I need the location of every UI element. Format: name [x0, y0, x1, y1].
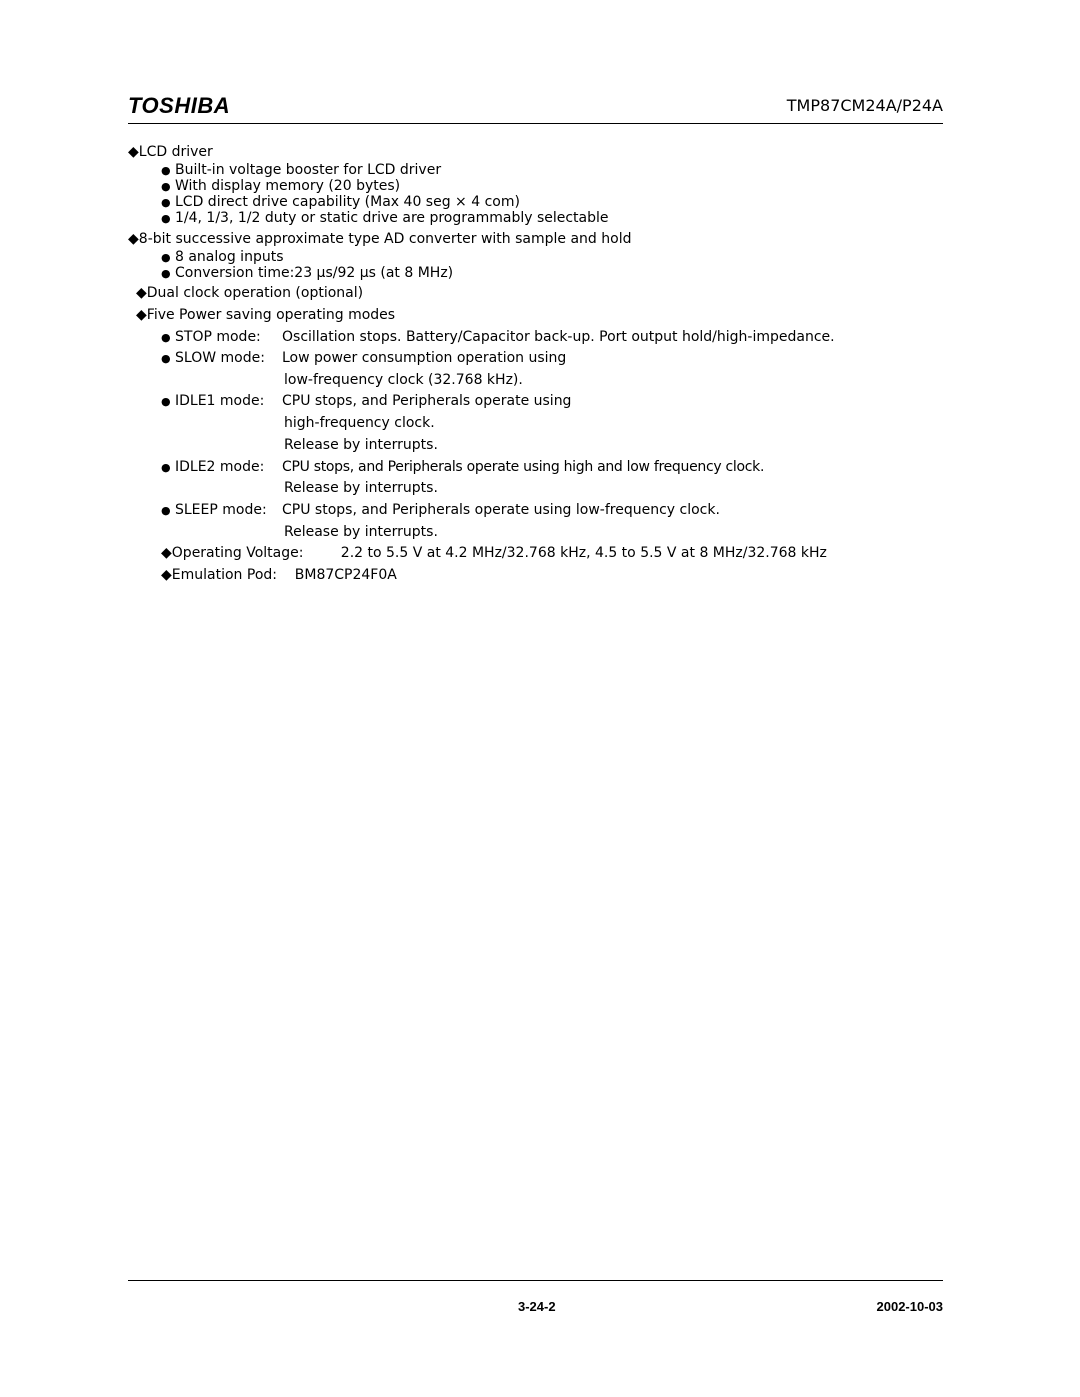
diamond-bullet-icon: ◆ [161, 545, 172, 561]
mode-item-idle1: ● IDLE1 mode: CPU stops, and Peripherals operate using [161, 393, 572, 409]
dot-bullet-icon: ● [161, 352, 171, 365]
adc-heading: ◆8-bit successive approximate type AD converter with sample and hold [128, 231, 632, 247]
mode-item-sleep: ● SLEEP mode: CPU stops, and Peripherals operate using low-frequency clock. [161, 502, 720, 518]
list-item: ● Conversion time:23 μs/92 μs (at 8 MHz) [161, 265, 454, 281]
list-item: ● Built-in voltage booster for LCD driver [161, 162, 442, 178]
part-number: TMP87CM24A/P24A [786, 96, 943, 115]
emulation-pod: ◆Emulation Pod: BM87CP24F0A [161, 567, 397, 583]
mode-line: low-frequency clock (32.768 kHz). [284, 372, 523, 388]
dot-bullet-icon: ● [161, 196, 171, 209]
mode-line: Release by interrupts. [284, 480, 438, 496]
dot-bullet-icon: ● [161, 267, 171, 280]
dot-bullet-icon: ● [161, 331, 171, 344]
dot-bullet-icon: ● [161, 251, 171, 264]
list-item: ● With display memory (20 bytes) [161, 178, 401, 194]
dot-bullet-icon: ● [161, 164, 171, 177]
mode-line: Release by interrupts. [284, 437, 438, 453]
diamond-bullet-icon: ◆ [128, 231, 139, 247]
mode-item-idle2: ● IDLE2 mode: CPU stops, and Peripherals operate using high and low frequency clock. [161, 459, 765, 475]
mode-item-stop: ● STOP mode: Oscillation stops. Battery/Capacitor back-up. Port output hold/high-impedance. [161, 329, 835, 345]
dual-clock-heading: ◆Dual clock operation (optional) [136, 285, 364, 301]
footer-rule [128, 1280, 943, 1281]
header-rule [128, 123, 943, 124]
company-logo: TOSHIBA [128, 93, 231, 118]
diamond-bullet-icon: ◆ [128, 144, 139, 160]
list-item: ● 8 analog inputs [161, 249, 284, 265]
power-saving-heading: ◆Five Power saving operating modes [136, 307, 396, 323]
list-item: ● LCD direct drive capability (Max 40 seg × 4 com) [161, 194, 520, 210]
dot-bullet-icon: ● [161, 395, 171, 408]
mode-item-slow: ● SLOW mode: Low power consumption operation using [161, 350, 567, 366]
page-number: 3-24-2 [518, 1299, 556, 1314]
dot-bullet-icon: ● [161, 212, 171, 225]
document-date: 2002-10-03 [876, 1299, 943, 1314]
dot-bullet-icon: ● [161, 461, 171, 474]
list-item: ● 1/4, 1/3, 1/2 duty or static drive are programmably selectable [161, 210, 609, 226]
mode-line: Release by interrupts. [284, 524, 438, 540]
diamond-bullet-icon: ◆ [136, 307, 147, 323]
dot-bullet-icon: ● [161, 180, 171, 193]
dot-bullet-icon: ● [161, 504, 171, 517]
diamond-bullet-icon: ◆ [161, 567, 172, 583]
operating-voltage: ◆Operating Voltage: 2.2 to 5.5 V at 4.2 MHz/32.768 kHz, 4.5 to 5.5 V at 8 MHz/32.768 kHz [161, 545, 827, 561]
diamond-bullet-icon: ◆ [136, 285, 147, 301]
mode-line: high-frequency clock. [284, 415, 435, 431]
lcd-heading: ◆LCD driver [128, 144, 213, 160]
